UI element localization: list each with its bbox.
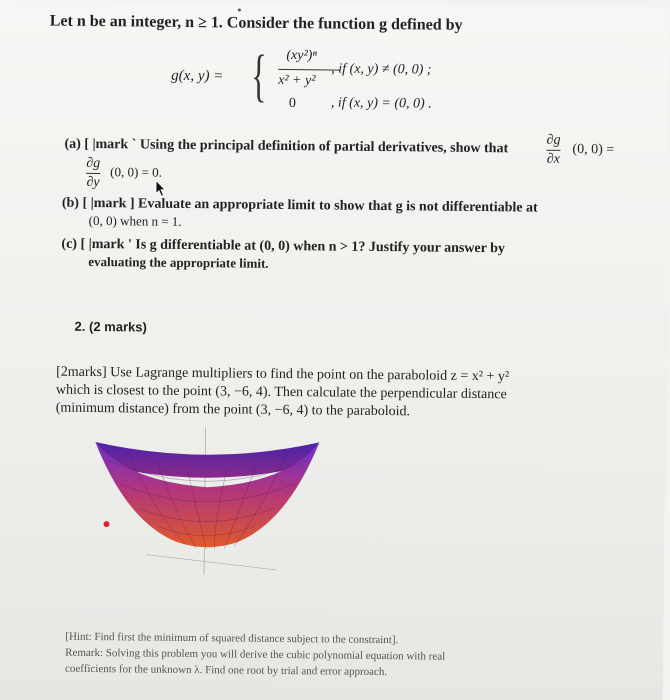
target-point-marker <box>103 521 109 527</box>
part-a-line1: (a) [ |mark ` Using the principal definition of partial derivatives, show that <box>64 136 509 157</box>
condition-nonzero: , if (x, y) ≠ (0, 0) ; <box>331 61 432 78</box>
hint-line1: [Hint: Find first the minimum of squared distance subject to the constraint]. <box>65 630 399 647</box>
part-a-equals: (0, 0) = <box>572 142 615 158</box>
question-2-heading: 2. (2 marks) <box>74 318 147 335</box>
part-b-line2: (0, 0) when n = 1. <box>88 212 182 229</box>
hint-remark <box>65 629 446 681</box>
ink-dot <box>238 8 241 11</box>
function-label: g(x, y) = <box>171 67 224 85</box>
part-c-line2: evaluating the appropriate limit. <box>88 253 269 271</box>
partial-x-bottom: ∂x <box>546 151 560 167</box>
partial-y-bottom: ∂y <box>86 174 100 191</box>
problem-intro: Let n be an integer, n ≥ 1. Consider the function g defined by <box>49 12 463 34</box>
part-a-line2: (0, 0) = 0. <box>110 164 163 180</box>
piecewise-brace: { <box>250 42 267 108</box>
case-zero-value: 0 <box>288 96 297 112</box>
partial-g-over-y <box>86 156 100 191</box>
fraction-numerator: (xy²)ⁿ <box>286 48 317 64</box>
hint-line2: Remark: Solving this problem you will derive the cubic polynomial equation with real <box>65 646 446 663</box>
question-2-line1: [2marks] Use Lagrange multipliers to find the point on the paraboloid z = x² + y² <box>56 364 510 385</box>
partial-g-top-2: ∂g <box>86 155 101 172</box>
x-axis-line <box>146 555 276 570</box>
part-c-line1: (c) [ |mark ' Is g differentiable at (0, 0) when n > 1? Justify your answer by <box>61 236 506 257</box>
mouse-cursor-icon <box>154 180 168 198</box>
partial-bar <box>546 150 560 151</box>
partial-bar-2 <box>86 173 100 174</box>
paraboloid-figure <box>86 426 328 589</box>
question-2-line3: (minimum distance) from the point (3, −6, 4) to the paraboloid. <box>55 400 411 420</box>
fraction-denominator: x² + y² <box>278 72 316 89</box>
condition-zero: , if (x, y) = (0, 0) . <box>330 95 432 112</box>
partial-g-top: ∂g <box>546 132 561 148</box>
question-2-line2: which is closest to the point (3, −6, 4). Then calculate the perpendicular distance <box>55 382 507 403</box>
part-b-line1: (b) [ |mark ] Evaluate an appropriate limit to show that g is not differentiable at <box>61 195 538 216</box>
partial-g-over-x <box>546 133 560 168</box>
hint-line3: coefficients for the unknown λ. Find one root by trial and error approach. <box>64 662 388 679</box>
